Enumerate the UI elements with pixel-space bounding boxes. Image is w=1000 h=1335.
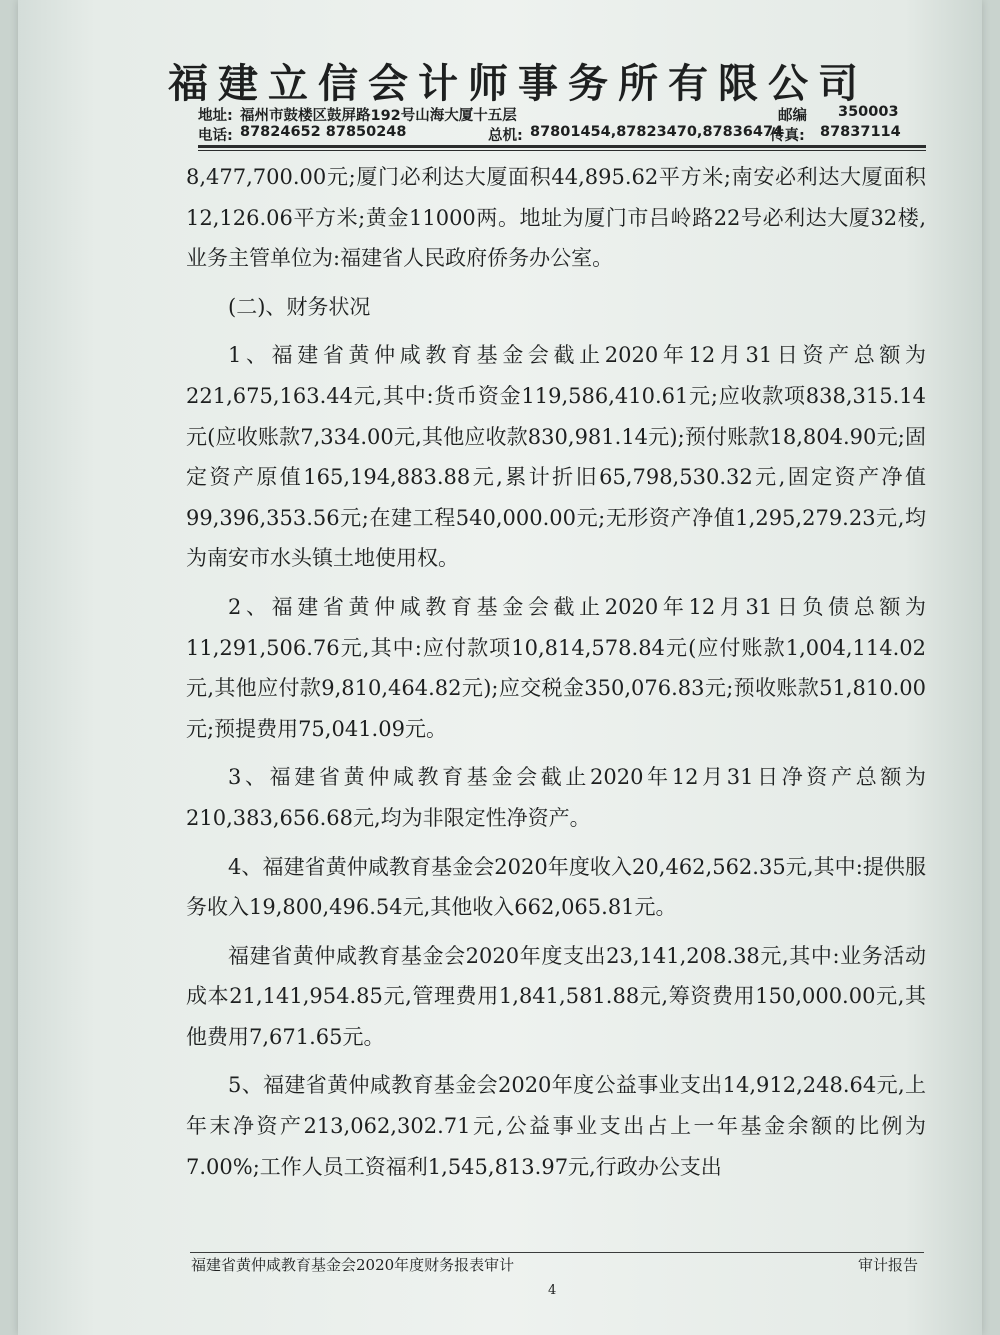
postcode-label: 邮编 bbox=[778, 108, 807, 124]
switchboard-label: 总机: bbox=[488, 128, 523, 144]
section-heading: (二)、财务状况 bbox=[228, 294, 371, 319]
paragraph-income: 4、福建省黄仲咸教育基金会2020年度收入20,462,562.35元,其中:提供服务收入19,800,496.54元,其他收入662,065.81元。 bbox=[186, 854, 926, 920]
document-page bbox=[18, 0, 982, 1335]
postcode: 350003 bbox=[838, 104, 899, 120]
phone-label: 电话: bbox=[198, 128, 233, 144]
switchboard: 87801454,87823470,87836474 bbox=[530, 124, 784, 140]
paragraph-net-assets: 3、福建省黄仲咸教育基金会截止2020年12月31日净资产总额为210,383,656.68元,均为非限定性净资产。 bbox=[186, 765, 926, 830]
firm-name: 福建立信会计师事务所有限公司 bbox=[168, 61, 868, 107]
address: 福州市鼓楼区鼓屏路192号山海大厦十五层 bbox=[240, 108, 517, 124]
phone: 87824652 87850248 bbox=[240, 124, 407, 140]
continuation-paragraph: 8,477,700.00元;厦门必利达大厦面积44,895.62平方米;南安必利达大厦面积12,126.06平方米;黄金11000两。地址为厦门市吕岭路22号必利达大厦32楼,业务主管单位为:福建省人民政府侨务办公室。 bbox=[186, 165, 926, 271]
footer-report-type: 审计报告 bbox=[858, 1256, 919, 1274]
paragraph-liabilities: 2、福建省黄仲咸教育基金会截止2020年12月31日负债总额为11,291,506.76元,其中:应付款项10,814,578.84元(应付账款1,004,114.02元,其他应付款9,810,464.82元);应交税金350,076.83元;预收账款51,810.00元;预提费用75,041.09元。 bbox=[186, 594, 926, 741]
fax: 87837114 bbox=[820, 124, 901, 140]
letterhead-rule-thick bbox=[198, 145, 926, 148]
footer-rule bbox=[190, 1252, 924, 1253]
page-number: 4 bbox=[548, 1283, 557, 1298]
footer-report-title: 福建省黄仲咸教育基金会2020年度财务报表审计 bbox=[191, 1256, 515, 1274]
body-text bbox=[186, 157, 926, 1195]
paragraph-expenses: 福建省黄仲咸教育基金会2020年度支出23,141,208.38元,其中:业务活动成本21,141,954.85元,管理费用1,841,581.88元,筹资费用150,000.00元,其他费用7,671.65元。 bbox=[186, 943, 926, 1049]
paragraph-public-welfare: 5、福建省黄仲咸教育基金会2020年度公益事业支出14,912,248.64元,上年末净资产213,062,302.71元,公益事业支出占上一年基金余额的比例为7.00%;工作人员工资福利1,545,813.97元,行政办公支出 bbox=[186, 1073, 926, 1179]
paragraph-assets: 1、福建省黄仲咸教育基金会截止2020年12月31日资产总额为221,675,163.44元,其中:货币资金119,586,410.61元;应收款项838,315.14元(应收账款7,334.00元,其他应收款830,981.14元);预付账款18,804.90元;固定资产原值165,194,883.88元,累计折旧65,798,530.32元,固定资产净值99,396,353.56元;在建工程540,000.00元;无形资产净值1,295,279.23元,均为南安市水头镇土地使用权。 bbox=[186, 343, 926, 571]
letterhead-rule-thin bbox=[198, 150, 926, 151]
address-label: 地址: bbox=[198, 108, 233, 124]
fax-label: 传真: bbox=[770, 128, 805, 144]
